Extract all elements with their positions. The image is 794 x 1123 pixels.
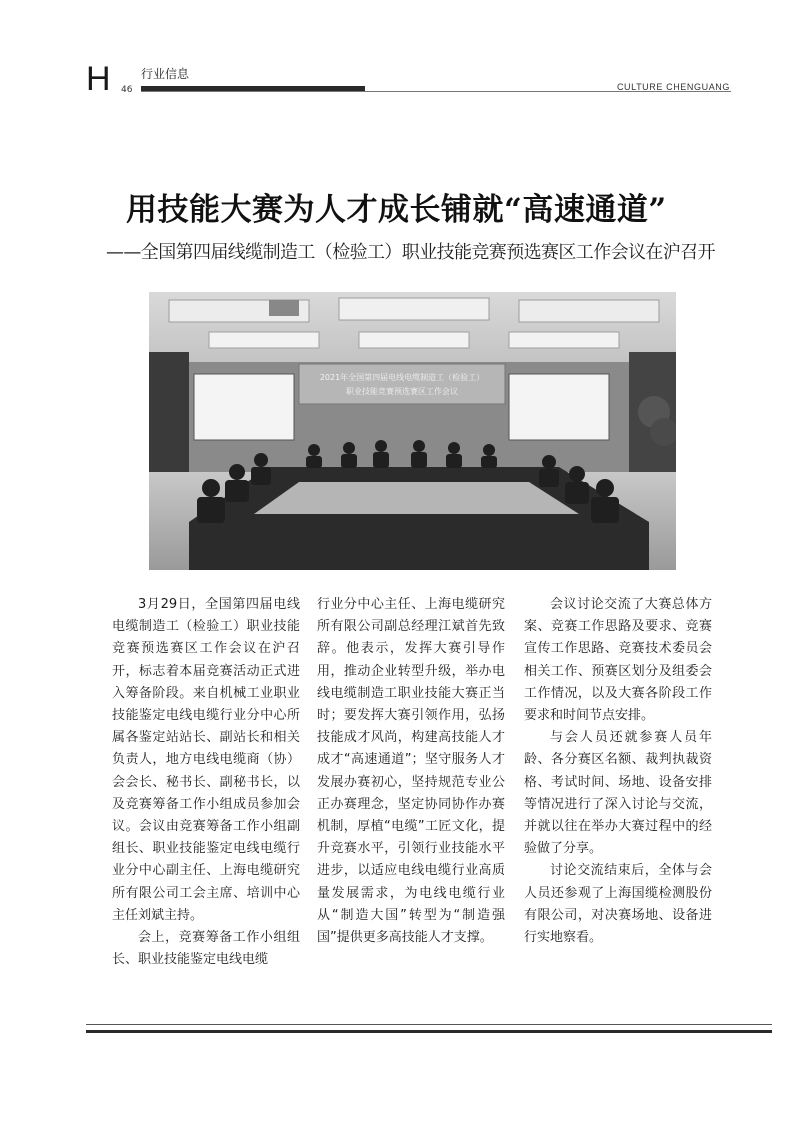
article-column-2 bbox=[317, 594, 505, 949]
article-subtitle: ——全国第四届线缆制造工（检验工）职业技能竞赛预选赛区工作会议在沪召开 bbox=[106, 242, 715, 263]
paragraph: 3月29日，全国第四届电线电缆制造工（检验工）职业技能竞赛预选赛区工作会议在沪召开，标志着本届竞赛活动正式进入筹备阶段。来自机械工业职业技能鉴定电线电缆行业分中心所属各鉴定站站长、副站长和相关负责人，地方电线电缆商（协）会会长、秘书长、副秘书长，以及竞赛筹备工作小组成员参加会议。会议由竞赛筹备工作小组副组长、职业技能鉴定电线电缆行业分中心副主任、上海电缆研究所有限公司工会主席、培训中心主任刘斌主持。 bbox=[112, 597, 300, 923]
paragraph: 会议讨论交流了大赛总体方案、竞赛工作思路及要求、竞赛宣传工作思路、竞赛技术委员会相关工作、预赛区划分及组委会工作情况，以及大赛各阶段工作要求和时间节点安排。 bbox=[524, 597, 712, 724]
paragraph: 会上，竞赛筹备工作小组组长、职业技能鉴定电线电缆 bbox=[112, 930, 300, 968]
article-title: 用技能大赛为人才成长铺就“高速通道” bbox=[126, 192, 667, 228]
article-column-3 bbox=[524, 594, 712, 949]
article-column-1 bbox=[112, 594, 300, 971]
section-title: 行业信息 bbox=[141, 67, 190, 81]
footer-bar bbox=[86, 1030, 772, 1033]
banner-line-1: 2021年全国第四届电线电缆制造工（检验工） bbox=[319, 373, 485, 382]
meeting-photo bbox=[149, 292, 676, 570]
page-number: 46 bbox=[121, 85, 133, 95]
meeting-photo-illustration bbox=[149, 292, 676, 570]
banner-line-2: 职业技能竞赛预选赛区工作会议 bbox=[346, 387, 458, 396]
paragraph: 行业分中心主任、上海电缆研究所有限公司副总经理江斌首先致辞。他表示，发挥大赛引导作用，推动企业转型升级，举办电线电缆制造工职业技能大赛正当时；要发挥大赛引领作用，弘扬技能成才风尚，构建高技能人才成才“高速通道”；坚守服务人才发展办赛初心，坚持规范专业公正办赛理念，坚定协同协作办赛机制，厚植“电缆”工匠文化，提升竞赛水平，引领行业技能水平进步，以适应电线电缆行业高质量发展需求，为电线电缆行业从“制造大国”转型为“制造强国”提供更多高技能人才支撑。 bbox=[317, 597, 505, 946]
paragraph: 讨论交流结束后，全体与会人员还参观了上海国缆检测股份有限公司，对决赛场地、设备进行实地察看。 bbox=[524, 863, 712, 946]
section-letter: H bbox=[86, 60, 111, 98]
paragraph: 与会人员还就参赛人员年龄、各分赛区名额、裁判执裁资格、考试时间、场地、设备安排等情况进行了深入讨论与交流，并就以往在举办大赛过程中的经验做了分享。 bbox=[524, 730, 712, 857]
footer-rule bbox=[86, 1024, 772, 1025]
magazine-brand: CULTURE CHENGUANG bbox=[616, 82, 730, 92]
